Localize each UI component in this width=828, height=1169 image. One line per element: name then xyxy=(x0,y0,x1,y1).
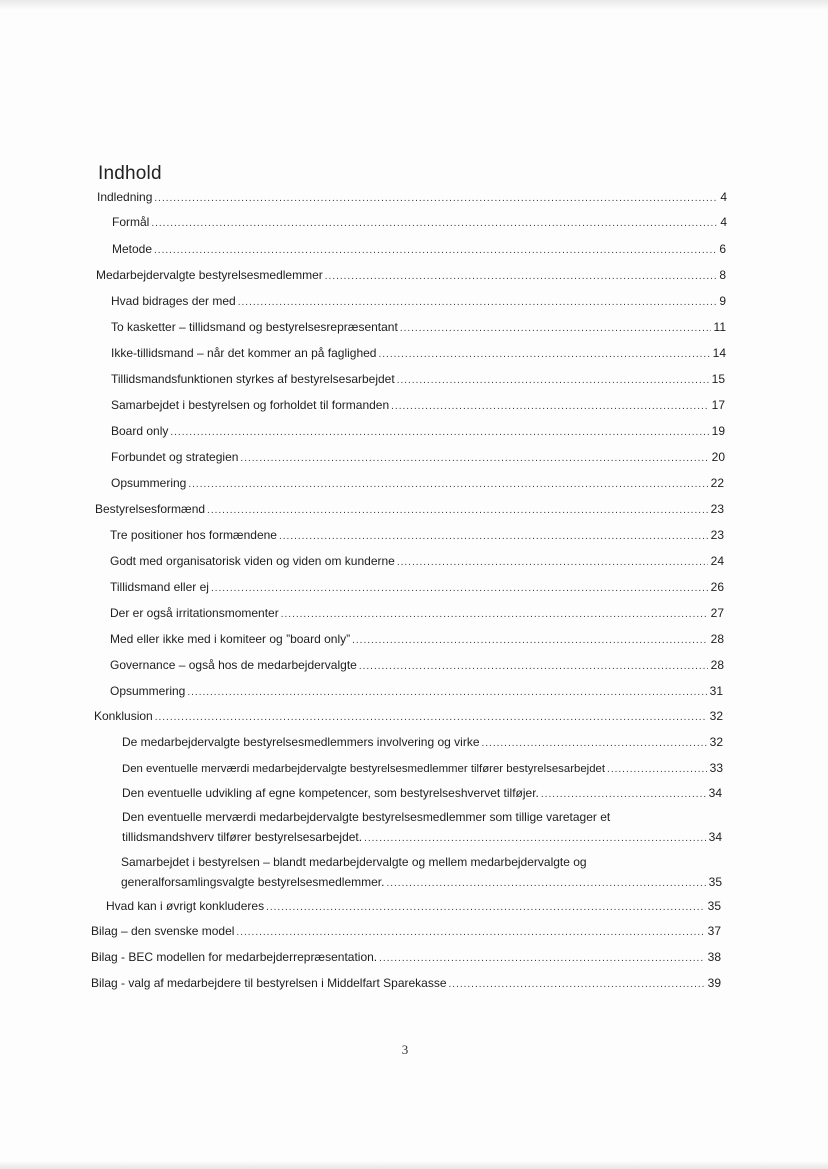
toc-leader xyxy=(352,633,708,648)
toc-entry-label: Bilag - BEC modellen for medarbejderrepræsentation. xyxy=(91,950,378,964)
toc-entry-indledning[interactable] xyxy=(97,190,727,206)
toc-entry-godt-med[interactable] xyxy=(110,554,724,570)
toc-entry-kompetencer[interactable] xyxy=(122,786,722,802)
toc-entry-tillidsmand-eller-ej[interactable] xyxy=(110,580,724,596)
toc-leader xyxy=(359,659,708,674)
toc-entry-page: 28 xyxy=(710,632,724,646)
toc-entry-page: 35 xyxy=(708,875,722,889)
toc-leader xyxy=(397,373,709,388)
toc-entry-label: Formål xyxy=(112,215,150,229)
toc-leader xyxy=(397,555,708,570)
toc-leader xyxy=(207,503,708,518)
toc-entry-label: Forbundet og strategien xyxy=(111,450,239,464)
toc-leader xyxy=(151,216,717,231)
toc-entry-page: 4 xyxy=(720,215,727,229)
toc-entry-forbundet[interactable] xyxy=(111,450,725,466)
toc-entry-bilag-bec[interactable] xyxy=(91,950,721,966)
toc-entry-bilag-middelfart[interactable] xyxy=(91,976,721,992)
scan-bottom-edge xyxy=(0,1161,828,1169)
toc-entry-hvad-kan[interactable] xyxy=(106,899,721,915)
toc-leader xyxy=(281,607,708,622)
toc-entry-label: Metode xyxy=(112,242,153,256)
toc-entry-irritationsmomenter[interactable] xyxy=(110,606,724,622)
toc-entry-page: 33 xyxy=(709,761,723,775)
toc-entry-label: Ikke-tillidsmand – når det kommer an på faglighed xyxy=(111,346,377,360)
page-number: 3 xyxy=(401,1042,409,1057)
toc-entry-bestyrelsesformaend[interactable] xyxy=(95,502,724,518)
toc-entry-to-kasketter[interactable] xyxy=(111,320,726,336)
toc-entry-label: Tillidsmand eller ej xyxy=(110,580,209,594)
toc-entry-page: 6 xyxy=(719,242,726,256)
toc-entry-page: 39 xyxy=(707,976,721,990)
toc-entry-bilag-svenske[interactable] xyxy=(91,924,721,940)
toc-leader xyxy=(170,425,708,440)
toc-leader xyxy=(211,581,708,596)
toc-entry-label: Medarbejdervalgte bestyrelsesmedlemmer xyxy=(96,268,323,282)
toc-leader xyxy=(187,685,706,700)
toc-entry-samarbejdet-bestyrelsen[interactable] xyxy=(121,855,722,891)
toc-entry-ikke-tillidsmand[interactable] xyxy=(111,346,726,362)
toc-entry-page: 34 xyxy=(708,786,722,800)
toc-entry-label: Konklusion xyxy=(94,709,153,723)
toc-entry-label: Hvad kan i øvrigt konkluderes xyxy=(106,899,265,913)
toc-entry-medarbejdervalgte[interactable] xyxy=(96,268,726,284)
toc-entry-page: 17 xyxy=(711,398,725,412)
toc-entry-opsummering-2[interactable] xyxy=(110,684,723,700)
toc-entry-page: 9 xyxy=(719,294,726,308)
toc-entry-opsummering-1[interactable] xyxy=(111,476,724,492)
toc-entry-label: Bestyrelsesformænd xyxy=(95,502,206,516)
toc-entry-involvering-og-virke[interactable] xyxy=(122,735,723,751)
toc-entry-label-line2: generalforsamlingsvalgte bestyrelsesmedlemmer. xyxy=(121,875,385,889)
toc-entry-page: 14 xyxy=(712,346,726,360)
toc-leader xyxy=(386,876,705,891)
toc-entry-page: 15 xyxy=(711,372,725,386)
toc-entry-page: 8 xyxy=(719,268,726,282)
toc-entry-governance[interactable] xyxy=(110,658,724,674)
toc-entry-page: 11 xyxy=(713,320,726,334)
toc-entry-komiteer[interactable] xyxy=(110,632,724,648)
toc-entry-label: Tre positioner hos formændene xyxy=(110,528,277,542)
toc-leader xyxy=(154,191,717,206)
toc-entry-label: Samarbejdet i bestyrelsen og forholdet til formanden xyxy=(111,398,390,412)
toc-entry-page: 31 xyxy=(709,684,723,698)
toc-entry-page: 24 xyxy=(710,554,724,568)
toc-entry-formaal[interactable] xyxy=(112,215,727,231)
toc-entry-tre-positioner[interactable] xyxy=(110,528,724,544)
toc-entry-label: Tillidsmandsfunktionen styrkes af bestyrelsesarbejdet xyxy=(111,372,395,386)
toc-entry-label: Hvad bidrages der med xyxy=(111,294,236,308)
toc-leader xyxy=(238,295,717,310)
toc-leader xyxy=(482,736,707,751)
toc-leader xyxy=(325,269,717,284)
toc-entry-label-line1: Den eventuelle merværdi medarbejdervalgte bestyrelsesmedlemmer som tillige varetager et xyxy=(122,810,611,824)
toc-entry-label: De medarbejdervalgte bestyrelsesmedlemmers involvering og virke xyxy=(122,735,480,749)
toc-entry-label: To kasketter – tillidsmand og bestyrelsesrepræsentant xyxy=(111,320,398,334)
toc-leader xyxy=(279,529,708,544)
toc-entry-page: 20 xyxy=(711,450,725,464)
toc-leader xyxy=(449,977,705,992)
toc-entry-konklusion[interactable] xyxy=(94,709,723,725)
toc-entry-page: 28 xyxy=(710,658,724,672)
toc-entry-label-line1: Samarbejdet i bestyrelsen – blandt medarbejdervalgte og mellem medarbejdervalgte og xyxy=(121,855,587,869)
toc-leader xyxy=(378,347,709,362)
toc-entry-page: 22 xyxy=(710,476,724,490)
toc-leader xyxy=(188,477,707,492)
toc-title: Indhold xyxy=(98,163,162,184)
toc-entry-metode[interactable] xyxy=(112,242,726,258)
toc-entry-label: Der er også irritationsmomenter xyxy=(110,606,279,620)
toc-entry-page: 32 xyxy=(709,709,723,723)
toc-entry-label: Den eventuelle udvikling af egne kompetencer, som bestyrelseshvervet tilføjer. xyxy=(122,786,539,800)
toc-leader xyxy=(154,243,716,258)
toc-entry-label: Indledning xyxy=(97,190,153,204)
toc-leader xyxy=(364,831,706,846)
toc-entry-page: 34 xyxy=(708,830,722,844)
toc-entry-label: Godt med organisatorisk viden og viden om kunderne xyxy=(110,554,395,568)
toc-leader xyxy=(541,787,706,802)
toc-entry-page: 27 xyxy=(710,606,724,620)
toc-leader xyxy=(236,925,704,940)
toc-entry-label: Opsummering xyxy=(110,684,186,698)
toc-entry-mervaerdi-tillidsmand[interactable] xyxy=(122,810,722,846)
toc-entry-label: Opsummering xyxy=(111,476,187,490)
toc-entry-page: 26 xyxy=(710,580,724,594)
toc-leader xyxy=(240,451,708,466)
toc-entry-label: Bilag – den svenske model xyxy=(91,924,235,938)
toc-entry-page: 35 xyxy=(707,899,721,913)
toc-entry-page: 38 xyxy=(707,950,721,964)
toc-entry-label: Board only xyxy=(111,424,169,438)
toc-entry-hvad-bidrages[interactable] xyxy=(111,294,726,310)
toc-entry-page: 4 xyxy=(720,190,727,204)
toc-entry-page: 32 xyxy=(709,735,723,749)
toc-leader xyxy=(379,951,704,966)
toc-entry-page: 23 xyxy=(710,502,724,516)
toc-leader xyxy=(400,321,711,336)
toc-entry-label: Bilag - valg af medarbejdere til bestyrelsen i Middelfart Sparekasse xyxy=(91,976,447,990)
toc-leader xyxy=(155,710,707,725)
toc-entry-label: Den eventuelle merværdi medarbejdervalgte bestyrelsesmedlemmer tilfører bestyrelsesarbejdet xyxy=(122,763,606,775)
toc-entry-samarbejdet[interactable] xyxy=(111,398,725,414)
toc-entry-tillidsmandsfunktionen[interactable] xyxy=(111,372,725,388)
toc-entry-label: Governance – også hos de medarbejdervalgte xyxy=(110,658,357,672)
toc-leader xyxy=(266,900,705,915)
toc-entry-page: 37 xyxy=(707,924,721,938)
toc-entry-mervaerdi[interactable] xyxy=(122,761,723,777)
toc-entry-label: Med eller ikke med i komiteer og ”board only” xyxy=(110,632,351,646)
toc-entry-page: 23 xyxy=(710,528,724,542)
toc-entry-board-only[interactable] xyxy=(111,424,725,440)
toc-entry-page: 19 xyxy=(711,424,725,438)
toc-leader xyxy=(391,399,708,414)
toc-leader xyxy=(607,762,707,777)
toc-entry-label-line2: tillidsmandshverv tilfører bestyrelsesarbejdet. xyxy=(122,830,363,844)
